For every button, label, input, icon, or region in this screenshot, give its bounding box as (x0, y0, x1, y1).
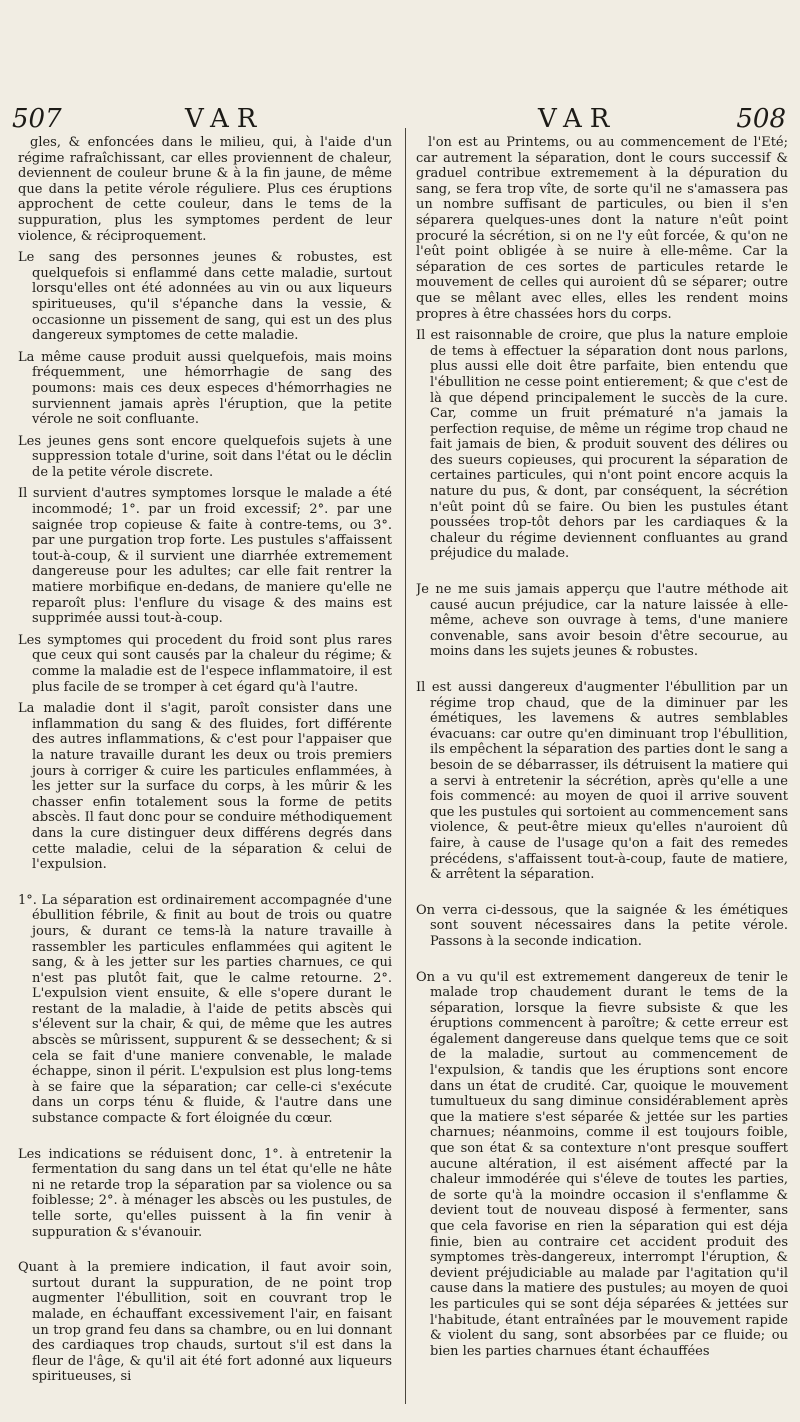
column-divider (405, 128, 406, 1404)
paragraph: On a vu qu'il est extremement dangereux de tenir le malade trop chaudement durant le tems de la séparation, lorsque la fievre subsiste & que les éruptions commencent à paroître; & cette erreur est également dangereuse dans quelque tems que ce soit de la maladie, surtout au commencement de l'expulsion, & tandis que les éruptions sont encore dans un état de crudité. Car, quoique le mouvement tumultueux du sang diminue considérablement après que la matiere s'est séparée & jettée sur les parties charnues; néanmoins, comme il est toujours foible, que son état & sa contexture n'ont presque souffert aucune altération, il est aisément affecté par la chaleur immodérée qui s'éleve de toutes les parties, de sorte qu'à la moindre occasion il s'enflamme & devient tout de nouveau disposé à fermenter, sans que cela favorise en rien la séparation qui est déja finie, bien au contraire cet accident produit des symptomes très-dangereux, interrompt l'éruption, & devient préjudiciable au malade par l'agitation qu'il cause dans la matiere des pustules; au moyen de quoi les particules qui se sont déja séparées & jettées sur l'habitude, étant entraînées par le mouvement rapide & violent du sang, sont absorbées par ce fluide; ou bien les parties charnues étant échauffées (416, 969, 788, 1359)
paragraph: Je ne me suis jamais apperçu que l'autre méthode ait causé aucun préjudice, car la nature laissée à elle-même, acheve son ouvrage à tems, d'une maniere convenable, sans avoir besoin d'être secourue, au moins dans les sujets jeunes & robustes. (416, 582, 788, 660)
paragraph: On verra ci-dessous, que la saignée & les émétiques sont souvent nécessaires dans la petite vérole. Passons à la seconde indication. (416, 902, 788, 949)
paragraph: l'on est au Printems, ou au commencement de l'Eté; car autrement la séparation, dont le cours successif & graduel contribue extremement à la dépuration du sang, se fera trop vîte, de sorte qu'il ne s'amassera pas un nombre suffisant de particules, ou bien il s'en séparera quelques-unes dont la nature n'eût point procuré la sécrétion, si on ne l'y eût forcée, & qu'on ne l'eût point obligée à se nuire à elle-même. Car la séparation de ces sortes de particules retarde le mouvement de celles qui auroient dû se séparer; outre que se mêlant avec elles, elles les rendent moins propres à être chassées hors du corps. (416, 135, 788, 322)
paragraph: La maladie dont il s'agit, paroît consister dans une inflammation du sang & des fluides, fort différente des autres inflammations, & c'est pour l'appaiser que la nature travaille durant les deux ou trois premiers jours à corriger & cuire les particules enflammées, à les jetter sur la surface du corps, à les mûrir & les chasser enfin totalement sous la forme de petits abscès. Il faut donc pour se conduire méthodiquement dans la cure distinguer deux différens degrés dans cette maladie, celui de la séparation & celui de l'expulsion. (18, 701, 392, 873)
paragraph: Il est aussi dangereux d'augmenter l'ébullition par un régime trop chaud, que de la diminuer par les émétiques, les lavemens & autres semblables évacuans: car outre qu'en diminuant trop l'ébullition, ils empêchent la séparation des parties dont le sang a besoin de se débarrasser, ils détruisent la matiere qui a servi à entretenir la sécrétion, après qu'elle a une fois commencé: au moyen de quoi il arrive souvent que les pustules qui sortoient au commencement sans violence, & peut-être mieux qu'elles n'auroient dû faire, à cause de l'usage qu'on a fait des remedes précédens, s'affaissent tout-à-coup, faute de matiere, & arrêtent la séparation. (416, 680, 788, 883)
paragraph: gles, & enfoncées dans le milieu, qui, à l'aide d'un régime rafraîchissant, car elles proviennent de chaleur, deviennent de couleur brune & à la fin jaune, de même que dans la petite vérole réguliere. Plus ces éruptions approchent de cette couleur, dans le tems de la suppuration, plus les symptomes perdent de leur violence, & réciproquement. (18, 135, 392, 244)
headword-left: VAR (185, 104, 265, 134)
headword-right: VAR (538, 104, 618, 134)
paragraph: Les symptomes qui procedent du froid sont plus rares que ceux qui sont causés par la chaleur du régime; & comme la maladie est de l'espece inflammatoire, il est plus facile de se tromper à cet égard qu'à l'autre. (18, 632, 392, 695)
paragraph: Il est raisonnable de croire, que plus la nature emploie de tems à effectuer la séparation dont nous parlons, plus aussi elle doit être parfaite, bien entendu que l'ébullition ne cesse point entierement; & que c'est de là que dépend principalement le succès de la cure. Car, comme un fruit prématuré n'a jamais la perfection requise, de même un régime trop chaud ne fait jamais de bien, & produit souvent des délires ou des sueurs copieuses, qui procurent la séparation de certaines particules, qui n'ont point encore acquis la nature du pus, & dont, par conséquent, la sécrétion n'eût point dû se faire. Ou bien les pustules étant poussées trop-tôt dehors par les cardiaques & la chaleur du régime deviennent confluantes au grand préjudice du malade. (416, 328, 788, 562)
page-number-right: 508 (736, 104, 786, 134)
paragraph: Il survient d'autres symptomes lorsque le malade a été incommodé; 1°. par un froid excessif; 2°. par une saignée trop copieuse & faite à contre-tems, ou 3°. par une purgation trop forte. Les pustules s'affaissent tout-à-coup, & il survient une diarrhée extremement dangereuse pour les adultes; car elle fait rentrer la matiere morbifique en-dedans, de maniere qu'elle ne reparoît plus: l'enflure du visage & des mains est supprimée aussi tout-à-coup. (18, 486, 392, 627)
paragraph: La même cause produit aussi quelquefois, mais moins fréquemment, une hémorrhagie de sang des poumons: mais ces deux especes d'hémorrhagies ne surviennent jamais après l'éruption, que la petite vérole ne soit confluante. (18, 349, 392, 428)
paragraph: Les jeunes gens sont encore quelquefois sujets à une suppression totale d'urine, soit dans l'état ou le déclin de la petite vérole discrete. (18, 433, 392, 480)
page-number-left: 507 (12, 104, 62, 134)
paragraph: 1°. La séparation est ordinairement accompagnée d'une ébullition fébrile, & finit au bout de trois ou quatre jours, & durant ce tems-là la nature travaille à rassembler les particules enflammées qui agitent le sang, & à les jetter sur les parties charnues, ce qui n'est pas plutôt fait, que le calme retourne. 2°. L'expulsion vient ensuite, & elle s'opere durant le restant de la maladie, à l'aide de petits abscès qui s'élevent sur la chair, & qui, de même que les autres abscès se mûrissent, suppurent & se dessechent; & si cela se fait d'une maniere convenable, le malade échappe, sinon il périt. L'expulsion est plus long-tems à se faire que la séparation; car celle-ci s'exécute dans un corps ténu & fluide, & l'autre dans une substance compacte & fort éloignée du cœur. (18, 892, 392, 1127)
left-column (18, 135, 392, 1403)
paragraph: Les indications se réduisent donc, 1°. à entretenir la fermentation du sang dans un tel état qu'elle ne hâte ni ne retarde trop la séparation par sa violence ou sa foiblesse; 2°. à ménager les abscès ou les pustules, de telle sorte, qu'elles puissent à la fin venir à suppuration & s'évanouir. (18, 1146, 392, 1240)
paragraph: Le sang des personnes jeunes & robustes, est quelquefois si enflammé dans cette maladie, surtout lorsqu'elles ont été adonnées au vin ou aux liqueurs spiritueuses, qu'il s'épanche dans la vessie, & occasionne un pissement de sang, qui est un des plus dangereux symptomes de cette maladie. (18, 250, 392, 344)
paragraph: Quant à la premiere indication, il faut avoir soin, surtout durant la suppuration, de ne point trop augmenter l'ébullition, soit en couvrant trop le malade, en échauffant excessivement l'air, en faisant un trop grand feu dans sa chambre, ou en lui donnant des cardiaques trop chauds, surtout s'il est dans la fleur de l'âge, & qu'il ait été fort adonné aux liqueurs spiritueuses, si (18, 1260, 392, 1385)
right-column (416, 135, 788, 1403)
